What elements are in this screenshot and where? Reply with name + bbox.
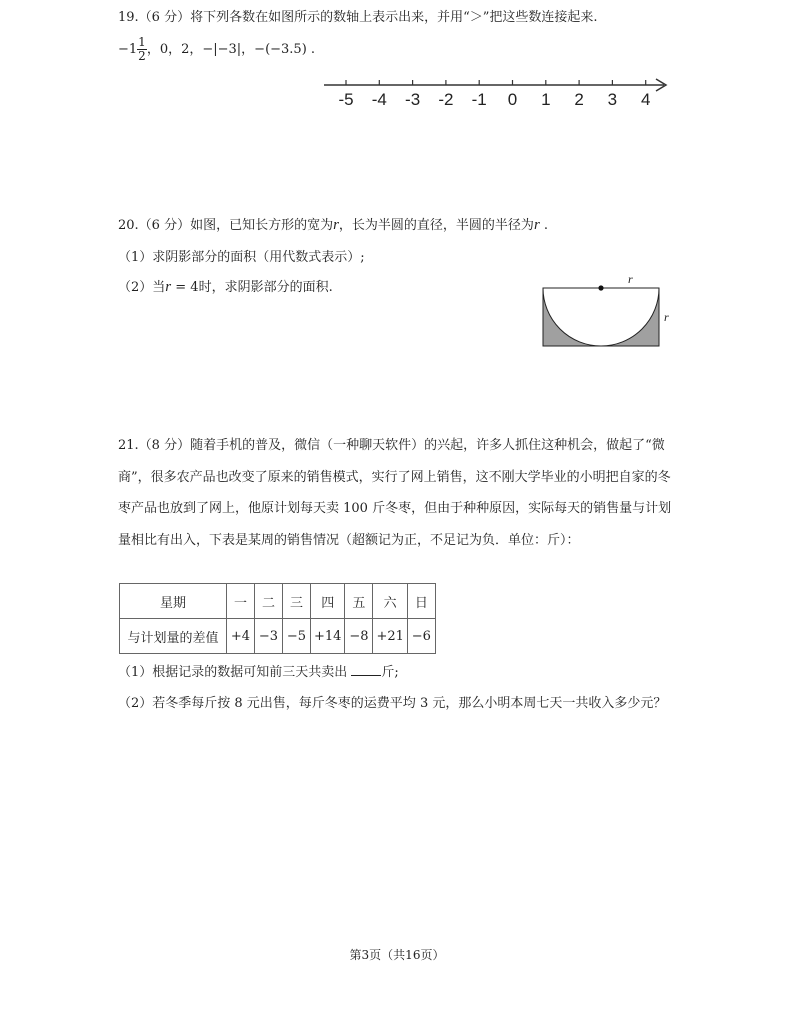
q19-title: 19.（6 分）将下列各数在如图所示的数轴上表示出来，并用“＞”把这些数连接起来. <box>118 10 598 25</box>
q19-numbers-rest: ，0，2，−|−3|，−(−3.5) . <box>146 42 316 57</box>
q20-part2 <box>118 276 333 296</box>
q21-part2: （2）若冬季每斤按 8 元出售，每斤冬枣的运费平均 3 元，那么小明本周七天一共收入多少元？ <box>118 696 667 711</box>
table-day-cell: 一 <box>227 584 255 619</box>
table-header-difference: 与计划量的差值 <box>120 619 227 654</box>
table-diff-cell: −3 <box>255 619 283 654</box>
table-day-cell: 日 <box>407 584 435 619</box>
q20-title-part-a: 20.（6 分）如图，已知长方形的宽为 <box>118 218 334 233</box>
q19-numbers <box>118 36 315 63</box>
number-line-tick-label: -4 <box>371 90 387 109</box>
q21-paragraph: 21.（8 分）随着手机的普及，微信（一种聊天软件）的兴起，许多人抓住这种机会，做起了“微商”，很多农产品也改变了原来的销售模式，实行了网上销售，这不刚大学毕业的小明把自家的冬枣产品也放到了网上，他原计划每天卖 100 斤冬枣，但由于种种原因，实际每天的销售量与计划量相比有出入，下表是某周的销售情况（超额记为正，不足记为负．单位：斤）： <box>118 438 672 548</box>
number-line-tick-label: -3 <box>405 90 421 109</box>
table-diff-cell: −8 <box>345 619 373 654</box>
q21-part1 <box>118 661 399 680</box>
q19-fraction-numerator: 1 <box>138 35 146 49</box>
q20-part2-b: 时，求阴影部分的面积. <box>198 280 333 295</box>
table-day-cell: 五 <box>345 584 373 619</box>
table-header-weekday: 星期 <box>120 584 227 619</box>
table-day-cell: 四 <box>311 584 345 619</box>
q20-title <box>118 214 548 234</box>
sales-table <box>119 583 436 654</box>
q19-mixed-number-whole: −1 <box>118 42 138 57</box>
table-row <box>120 619 436 654</box>
q20-title-part-c: . <box>539 218 549 233</box>
q20-part2-var: r <box>165 279 172 295</box>
number-line-tick-label: -1 <box>471 90 487 109</box>
q20-title-part-b: ，长为半圆的直径，半圆的半径为 <box>338 218 534 233</box>
table-day-cell: 三 <box>283 584 311 619</box>
table-diff-cell: −6 <box>407 619 435 654</box>
q21-part1-b: 斤; <box>381 665 399 680</box>
table-diff-cell: +21 <box>373 619 407 654</box>
table-diff-cell: +14 <box>311 619 345 654</box>
number-line-tick-label: 3 <box>607 90 618 109</box>
q20-part2-a: （2）当 <box>118 280 166 295</box>
table-row <box>120 584 436 619</box>
page-footer: 第3页（共16页） <box>349 948 445 962</box>
table-day-cell: 二 <box>255 584 283 619</box>
q20-var-r-1: r <box>333 217 339 233</box>
table-diff-cell: +4 <box>227 619 255 654</box>
number-line-tick-label: 4 <box>640 90 651 109</box>
q21-part1-a: （1）根据记录的数据可知前三天共卖出 <box>118 665 352 680</box>
number-line-tick-label: -5 <box>338 90 354 109</box>
q19-fraction <box>137 36 147 63</box>
q20-part2-eq: = 4 <box>171 280 199 295</box>
table-day-cell: 六 <box>373 584 407 619</box>
q19-fraction-denominator: 2 <box>138 49 146 63</box>
q20-var-r-2: r <box>533 217 540 233</box>
table-diff-cell: −5 <box>283 619 311 654</box>
label-radius-top: r <box>628 272 633 286</box>
answer-blank[interactable] <box>351 663 381 676</box>
number-line <box>318 70 678 110</box>
number-line-tick-label: 1 <box>541 90 551 109</box>
center-point <box>598 285 603 290</box>
number-line-tick-label: -2 <box>438 90 454 109</box>
rectangle-semicircle-figure <box>535 268 675 352</box>
q20-part1: （1）求阴影部分的面积（用代数式表示）; <box>118 250 365 265</box>
label-width-right: r <box>664 310 669 324</box>
number-line-tick-label: 0 <box>507 90 518 109</box>
number-line-tick-label: 2 <box>574 90 584 109</box>
